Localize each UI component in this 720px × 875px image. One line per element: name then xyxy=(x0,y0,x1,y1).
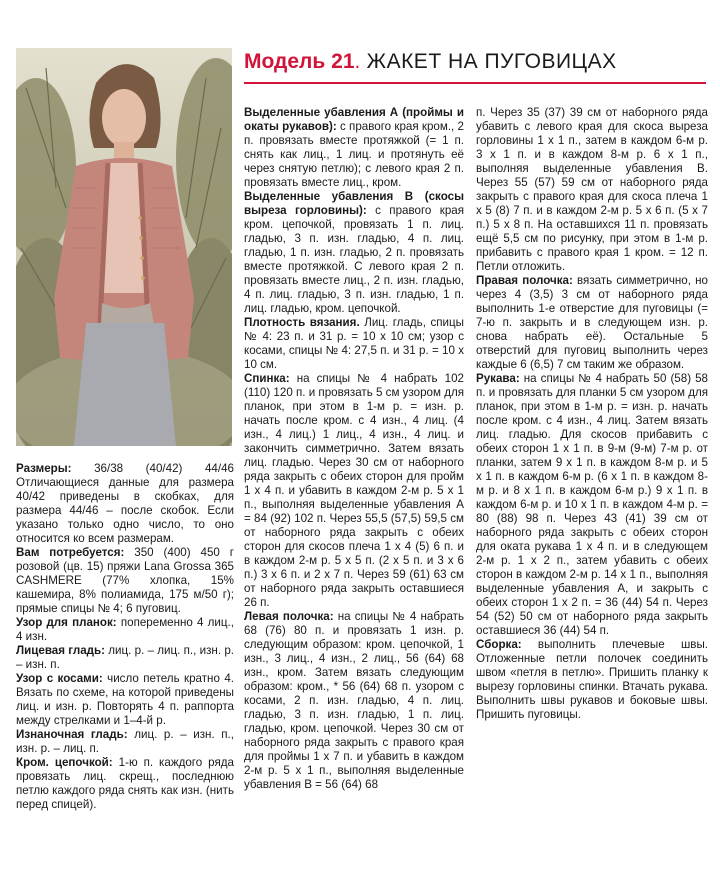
sizes-paragraph xyxy=(16,462,234,546)
skirt xyxy=(74,323,176,446)
left-front-continued-text: п. Через 35 (37) 39 см от наборного ряда убавить с левого края для скоса выреза горловины 1 х 1 п., затем в каждом 6-м р. 3 х 1 п. и в каждом 8-м р. 6 х 1 п., выполняя выделенные убавления В. Через 55 (57) 59 см от наборного ряда закрыть с правого края для скоса плеча 1 х 5 (8) 7 п. и в каждом 2-м р. 5 х 6 п. (5 х 7 п.) 5 х 8 п. На оставшихся 11 п. провязать ещё 5,5 см по рисунку, при этом в 1-м р. прибавить с правого края 1 кром. = 12 п. Петли отложить. xyxy=(476,106,708,273)
right-front-heading: Правая полочка: xyxy=(476,274,573,287)
stockinette-text: лиц. р. – лиц. п., изн. р. – изн. п. xyxy=(16,644,234,671)
model-face xyxy=(102,89,146,147)
column-right xyxy=(476,106,708,722)
stockinette-paragraph xyxy=(16,644,234,672)
band-pattern-paragraph xyxy=(16,616,234,644)
sleeves-text: на спицы № 4 набрать 50 (58) 58 п. и провязать для планки 5 см узором для планок, при этом в 1-м р. = изн. р. начать после кром. с 4 изн., 4 лиц. Затем вязать лиц. гладью. Для скосов прибавить с обеих сторон 1 х 1 п. в 9-м (9-м) 7-м р. от планки, затем 9 х 1 п. в каждом 8-м р. и 5 х 1 п. в каждом 6-м р. (6 х 1 п. в каждом 8-м р. и 8 х 1 п. в каждом 6-м р.) 9 х 1 п. в каждом 6-м р. и 10 х 1 п. в каждом 4-м р. = 80 (88) 98 п. Через 43 (41) 39 см от наборного ряда закрыть с обеих сторон для оката рукава 1 х 4 п. и в следующем 2-м р. 1 х 2 п., затем убавить с обеих сторон в каждом 2-м р. 14 х 1 п., выполняя выделенные убавления А, и закрыть с обеих сторон 1 х 2 п. = 36 (44) 54 п. Через 54 (52) 50 см от наборного ряда закрыть оставшиеся 36 (44) 54 п. xyxy=(476,372,708,637)
left-front-text: на спицы № 4 набрать 68 (76) 80 п. и провязать 1 изн. р. следующим образом: кром. цепочкой, 1 изн., 3 лиц., 4 изн., 2 лиц., 56 (64) 68 изн., кром. Затем вязать следующим образом: кром., * 56 (64) 68 п. узором с косами, 2 п. изн. гладью, 4 п. лиц. гладью, 3 п. изн. гладью, 1 п. лиц. гладью, кром. цепочкой. Через 30 см от наборного ряда закрыть с правого края для проймы 1 х 7 п. и убавить в каждом 2-м р. 5 х 1 п., выполняя выделенные убавления В = 56 (64) 68 xyxy=(244,610,464,791)
back-text: на спицы № 4 набрать 102 (110) 120 п. и провязать 5 см узором для планок, при этом в 1-м р. = изн. р. начать после кром. с 4 изн., 4 лиц. (4 изн., 4 лиц.) 1 лиц., 4 изн., 4 лиц. и закончить симметрично. Затем вязать лиц. гладью. Через 30 см от наборного ряда закрыть с обеих сторон для пройм 1 х 4 п. и убавить в каждом 2-м р. 5 х 1 п., выполняя выделенные убавления А = 84 (92) 102 п. Через 55,5 (57,5) 59,5 см от наборного ряда закрыть с обеих сторон для скосов плеча 1 х 4 (5) 6 п. и в каждом 2-м р. 5 х 5 п. (2 х 5 п. и 3 х 6 п.) 3 х 6 п. и 2 х 7 п. Через 59 (61) 63 см от наборного ряда закрыть оставшиеся 26 п. xyxy=(244,372,464,609)
model-photo xyxy=(16,48,232,446)
right-front-text: вязать симметрично, но через 4 (3,5) 3 см от наборного ряда выполнить 1-е отверстие для пуговицы (= 7-ю п. закрыть и в следующем изн. р. снова набрать её). Остальные 5 отверстий для пуговиц выполнить через каждые 6 (6,5) 7 см таким же образом. xyxy=(476,274,708,371)
back-paragraph xyxy=(244,372,464,610)
band-pattern-text: попеременно 4 лиц., 4 изн. xyxy=(16,616,234,643)
sizes-heading: Размеры: xyxy=(16,462,72,475)
stockinette-heading: Лицевая гладь: xyxy=(16,644,105,657)
title-dot: . xyxy=(354,50,361,73)
gauge-paragraph xyxy=(244,316,464,372)
decrease-a-text: с правого края кром., 2 п. провязать вместе протяжкой (= 1 п. снять как лиц., 1 лиц. и протянуть её через снятую петлю); с левого края 2 п. провязать вместе лиц., кром. xyxy=(244,120,464,189)
left-front-paragraph xyxy=(244,610,464,792)
cable-pattern-paragraph xyxy=(16,672,234,728)
title-text: ЖАКЕТ НА ПУГОВИЦАХ xyxy=(360,50,617,73)
sleeves-paragraph xyxy=(476,372,708,638)
page-title xyxy=(244,50,617,74)
decrease-b-paragraph xyxy=(244,190,464,316)
right-front-paragraph xyxy=(476,274,708,372)
edge-stitch-paragraph xyxy=(16,756,234,812)
cable-pattern-text: число петель кратно 4. Вязать по схеме, на которой приведены лиц. и изн. р. Повторять 4 п. раппорта между стрелками и 1–4-й р. xyxy=(16,672,234,727)
gauge-text: Лиц. гладь, спицы № 4: 23 п. и 31 р. = 10 х 10 см; узор с косами, спицы № 4: 27,5 п. и 31 р. = 10 х 10 см. xyxy=(244,316,464,371)
reverse-stockinette-heading: Изнаночная гладь: xyxy=(16,728,128,741)
materials-heading: Вам потребуется: xyxy=(16,546,125,559)
band-pattern-heading: Узор для планок: xyxy=(16,616,117,629)
assembly-text: выполнить плечевые швы. Отложенные петли полочек соединить швом «петля в петлю». Пришить планку к вырезу горловины спинки. Втачать рукава. Выполнить швы рукавов и боковые швы. Пришить пуговицы. xyxy=(476,638,708,721)
column-left xyxy=(16,462,234,812)
decrease-b-text: с правого края кром. цепочкой, провязать 1 п. лиц. гладью, 3 п. изн. гладью, 4 п. лиц. гладью, 1 п. изн. гладью, 2 п. провязать вместе протяжкой. С левого края 2 п. провязать вместе лиц., 2 п. изн. гладью, 4 п. лиц. гладью, 3 п. изн. гладью, 1 п. лиц. гладью, кром. цепочкой. xyxy=(244,204,465,315)
reverse-stockinette-text: лиц. р. – изн. п., изн. р. – лиц. п. xyxy=(16,728,234,755)
assembly-paragraph xyxy=(476,638,708,722)
model-illustration xyxy=(16,48,232,446)
title-bar xyxy=(244,48,706,84)
reverse-stockinette-paragraph xyxy=(16,728,234,756)
sleeves-heading: Рукава: xyxy=(476,372,520,385)
materials-paragraph xyxy=(16,546,234,616)
decrease-a-heading: Выделенные убавления А (проймы и окаты рукавов): xyxy=(244,106,464,133)
materials-text: 350 (400) 450 г розовой (цв. 15) пряжи Lana Grossa 365 CASHMERE (77% хлопка, 15% кашемира, 8% полиамида, 175 м/50 г); прямые спицы № 4; 6 пуговиц. xyxy=(16,546,234,615)
decrease-b-heading: Выделенные убавления В (скосы выреза горловины): xyxy=(244,190,464,217)
sizes-text: 36/38 (40/42) 44/46 Отличающиеся данные для размера 40/42 приведены в скобках, для размера 44/46 – после скобок. Если указано только одно число, то оно относится ко всем размерам. xyxy=(16,462,234,545)
cable-pattern-heading: Узор с косами: xyxy=(16,672,103,685)
column-middle xyxy=(244,106,464,792)
gauge-heading: Плотность вязания. xyxy=(244,316,360,329)
model-label: Модель 21 xyxy=(244,50,355,73)
back-heading: Спинка: xyxy=(244,372,290,385)
decrease-a-paragraph xyxy=(244,106,464,190)
left-front-heading: Левая полочка: xyxy=(244,610,334,623)
edge-stitch-text: 1-ю п. каждого ряда провязать лиц. скрещ., последнюю петлю каждого ряда снять как изн. (нить перед спицей). xyxy=(16,756,234,811)
edge-stitch-heading: Кром. цепочкой: xyxy=(16,756,113,769)
left-front-continued xyxy=(476,106,708,274)
assembly-heading: Сборка: xyxy=(476,638,522,651)
